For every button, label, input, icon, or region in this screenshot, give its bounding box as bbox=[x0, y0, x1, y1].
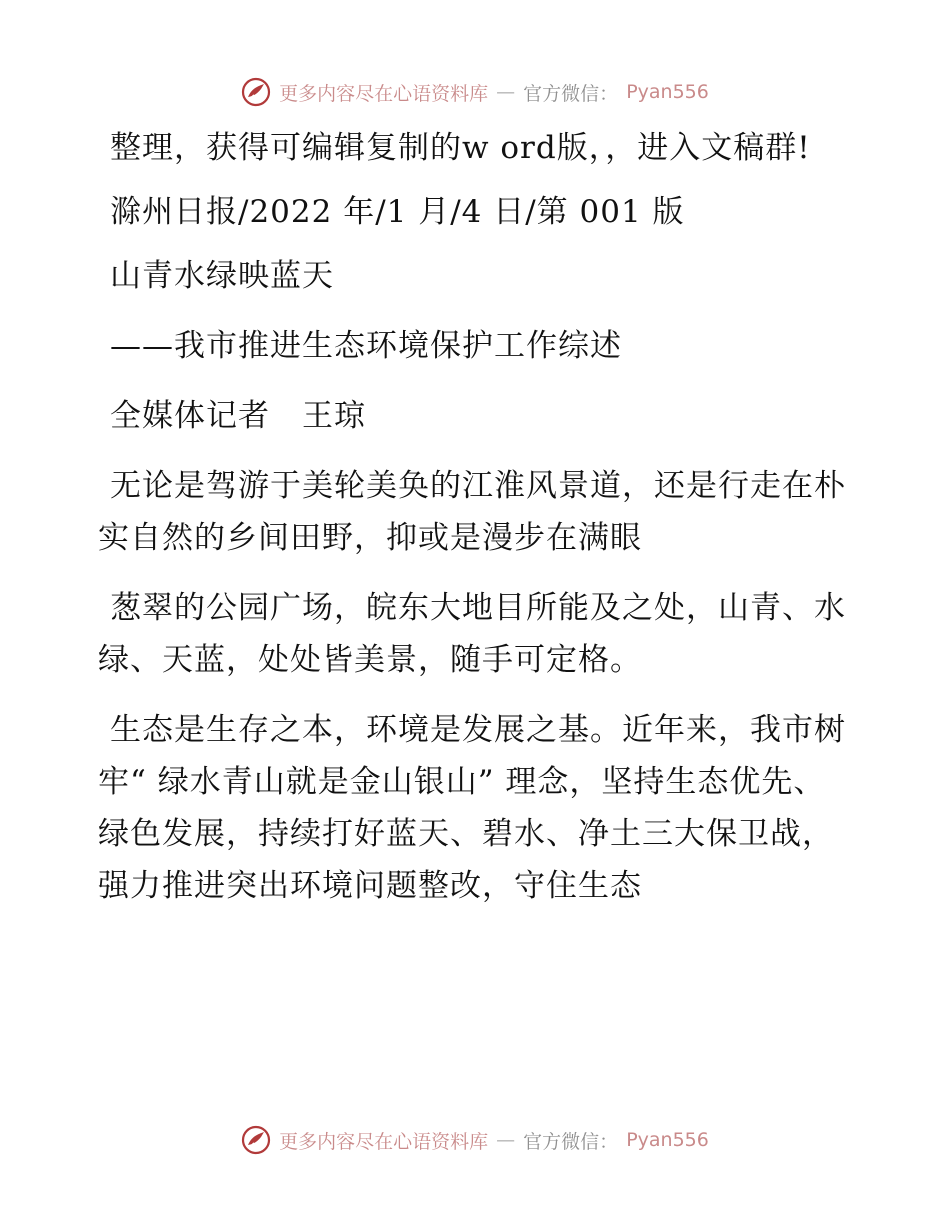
paragraph-3: 生态是生存之本，环境是发展之基。近年来，我市树牢“ 绿水青山就是金山银山” 理念，坚持生态优先、绿色发展，持续打好蓝天、碧水、净土三大保卫战，强力推进突出环境问题整改，守住生态 bbox=[98, 712, 846, 904]
intro-note: 整理，获得可编辑复制的w ord版，，进入文稿群! bbox=[110, 130, 811, 166]
watermark-main-text: 更多内容尽在心语资料库 bbox=[279, 1130, 489, 1153]
watermark-sub-text: 官方微信： bbox=[523, 82, 619, 105]
document-body bbox=[98, 122, 850, 930]
watermark-sub-text: 官方微信： bbox=[523, 1130, 619, 1153]
publication-line: 滁州日报/2022 年/1 月/4 日/第 001 版 bbox=[110, 194, 685, 230]
ink-pen-logo-icon bbox=[241, 1125, 271, 1155]
watermark-header bbox=[0, 72, 950, 112]
watermark-separator: — bbox=[496, 81, 516, 103]
watermark-main-text: 更多内容尽在心语资料库 bbox=[279, 82, 489, 105]
article-title: 山青水绿映蓝天 bbox=[110, 258, 334, 294]
watermark-id-text: Pyan556 bbox=[626, 81, 709, 103]
watermark-footer bbox=[0, 1120, 950, 1160]
watermark-id-text: Pyan556 bbox=[626, 1129, 709, 1151]
paragraph-2: 葱翠的公园广场，皖东大地目所能及之处，山青、水绿、天蓝，处处皆美景，随手可定格。 bbox=[98, 590, 846, 678]
ink-pen-logo-icon bbox=[241, 77, 271, 107]
reporter-line: 全媒体记者 王琼 bbox=[110, 398, 366, 434]
article-subtitle: ——我市推进生态环境保护工作综述 bbox=[110, 328, 622, 364]
watermark-separator: — bbox=[496, 1129, 516, 1151]
paragraph-1: 无论是驾游于美轮美奂的江淮风景道，还是行走在朴实自然的乡间田野，抑或是漫步在满眼 bbox=[98, 468, 846, 556]
